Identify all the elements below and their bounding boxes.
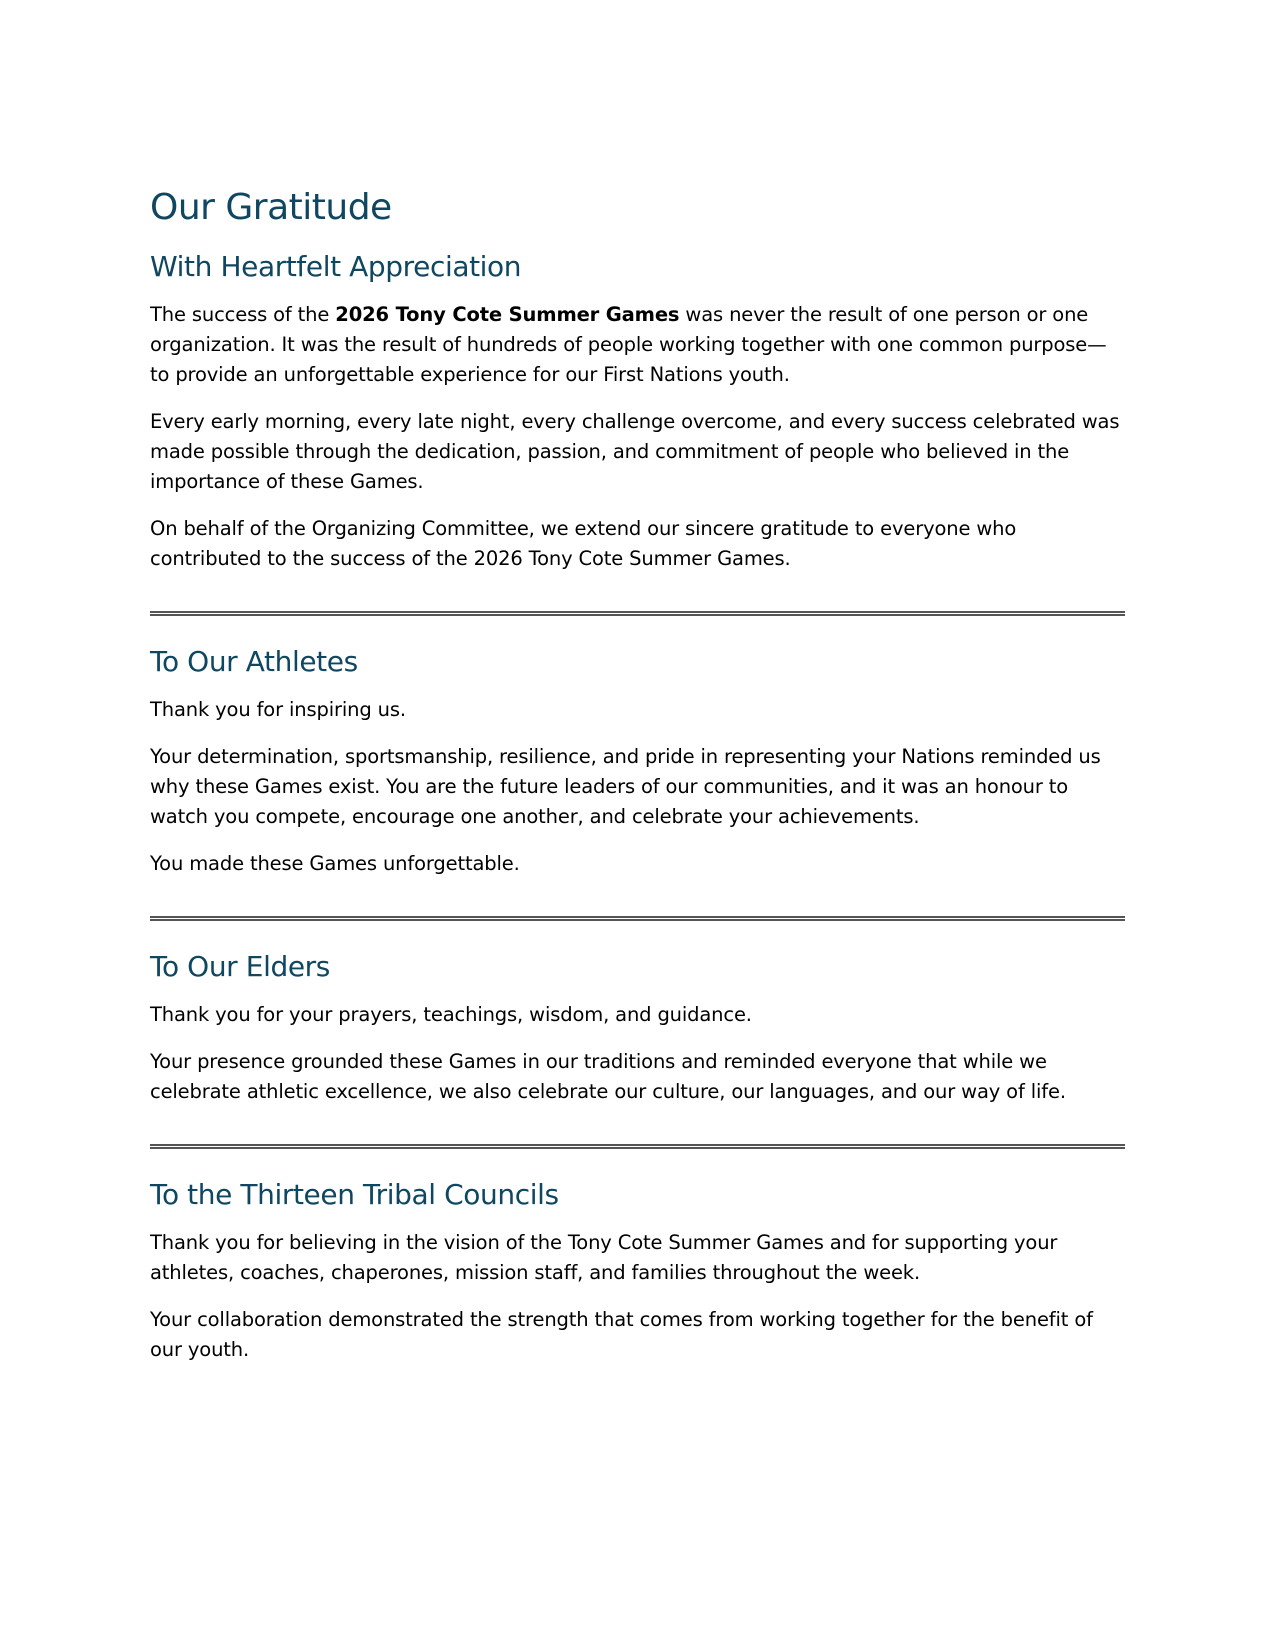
intro-paragraph-2: Every early morning, every late night, every challenge overcome, and every success celebrated was made possible through the dedication, passion, and commitment of people who believed in the importance of these Games. [150,410,1120,493]
section-divider [150,611,1125,616]
document-page [150,186,1125,1382]
councils-paragraph-2: Your collaboration demonstrated the strength that comes from working together for the benefit of our youth. [150,1308,1093,1361]
athletes-paragraph-2: Your determination, sportsmanship, resilience, and pride in representing your Nations reminded us why these Games exist. You are the future leaders of our communities, and it was an honour to watch you compete, encourage one another, and celebrate your achievements. [150,745,1101,828]
intro-p1-after: was never the result of one person or one organization. It was the result of hundreds of people working together with one common purpose—to provide an unforgettable experience for our First Nations youth. [150,303,1107,386]
intro-paragraph-1 [150,300,1125,390]
elders-paragraph-2: Your presence grounded these Games in our traditions and reminded everyone that while we celebrate athletic excellence, we also celebrate our culture, our languages, and our way of life. [150,1050,1066,1103]
councils-heading: To the Thirteen Tribal Councils [150,1178,559,1211]
intro-p1-bold: 2026 Tony Cote Summer Games [335,303,680,326]
athletes-section [150,643,1125,879]
councils-section [150,1176,1125,1365]
elders-section [150,948,1125,1107]
elders-paragraph-1: Thank you for your prayers, teachings, wisdom, and guidance. [150,1003,752,1026]
athletes-heading: To Our Athletes [150,645,358,678]
athletes-paragraph-1: Thank you for inspiring us. [150,698,406,721]
section-divider [150,916,1125,921]
intro-paragraph-3: On behalf of the Organizing Committee, we extend our sincere gratitude to everyone who contributed to the success of the 2026 Tony Cote Summer Games. [150,517,1017,570]
elders-heading: To Our Elders [150,950,330,983]
intro-p1-before: The success of the [150,303,336,326]
section-divider [150,1144,1125,1149]
intro-heading: With Heartfelt Appreciation [150,250,522,283]
intro-section [150,248,1125,574]
athletes-paragraph-3: You made these Games unforgettable. [150,852,520,875]
page-title: Our Gratitude [150,187,392,228]
councils-paragraph-1: Thank you for believing in the vision of the Tony Cote Summer Games and for supporting your athletes, coaches, chaperones, mission staff, and families throughout the week. [150,1231,1058,1284]
